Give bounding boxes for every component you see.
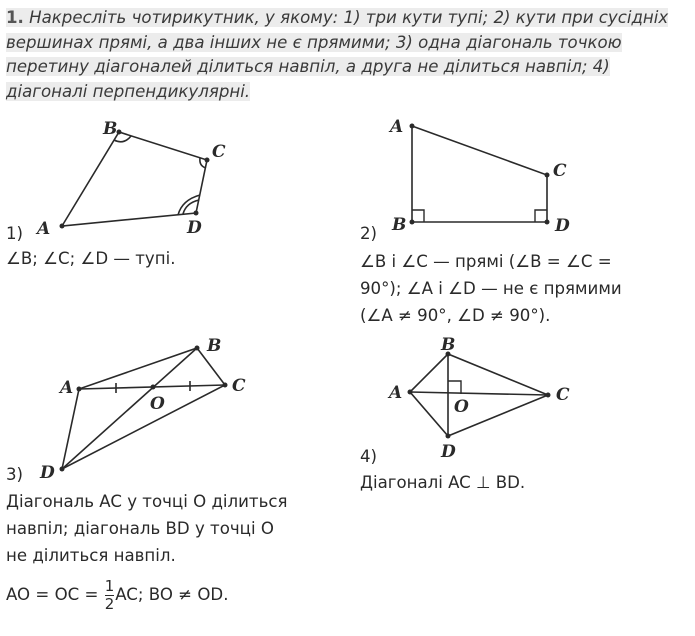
fig4-label-c: C: [556, 385, 570, 405]
fig3-point-a: [77, 387, 82, 392]
fig2-point-b: [410, 220, 415, 225]
fig3-diagonal-bd: [62, 348, 197, 469]
fig4-description: Діагоналі AC ⊥ BD.: [360, 473, 526, 492]
fig3-point-o: [151, 385, 156, 390]
fig1-label-a: A: [37, 219, 51, 239]
fig3-label-o: O: [150, 394, 165, 414]
fig1-number: 1): [6, 224, 24, 243]
fig3-label-b: B: [207, 336, 222, 356]
fig2-description-line-1: ∠B і ∠C — прямі (∠B = ∠C =: [360, 252, 612, 271]
fig3-number: 3): [6, 465, 24, 484]
fig2-label-a: A: [390, 117, 404, 137]
fig1-description: ∠B; ∠C; ∠D — тупі.: [6, 249, 176, 268]
fig3-formula-fraction: [105, 578, 115, 613]
fig2-label-d: D: [555, 216, 570, 236]
fig2-quadrilateral: [412, 126, 547, 222]
fig2-point-a: [410, 124, 415, 129]
task-number: 1.: [6, 8, 24, 27]
fig3-formula-numerator: 1: [104, 577, 115, 595]
fig3-description-line-3: не ділиться навпіл.: [6, 546, 176, 565]
fig1-point-d: [194, 211, 199, 216]
fig4-point-c: [546, 393, 551, 398]
fig1-point-c: [205, 158, 210, 163]
fig4-point-d: [446, 434, 451, 439]
fig1-label-b: B: [103, 119, 118, 139]
fig4-label-d: D: [441, 442, 456, 462]
fig3-quadrilateral: [62, 348, 225, 469]
fig2-point-c: [545, 173, 550, 178]
task-text: Накресліть чотирикутник, у якому: 1) три кути тупі; 2) кути при сусідніх вершинах прямі, а два інших не є прямими; 3) одна діагональ точкою перетину діагоналей ділиться навпіл, а друга не ділиться навпіл; 4) діагоналі перпендикулярні.: [6, 8, 669, 101]
fig4-label-b: B: [441, 335, 456, 355]
fig2-description-line-2: 90°); ∠A і ∠D — не є прямими: [360, 279, 622, 298]
fig3-description-line-1: Діагональ AC у точці O ділиться: [6, 492, 288, 511]
fig4-point-a: [408, 390, 413, 395]
fig3-point-d: [60, 467, 65, 472]
fig2-right-angle-c: [535, 210, 547, 222]
fig3-label-a: A: [60, 378, 74, 398]
fig3-formula: [6, 578, 228, 613]
fig3-formula-left: AO = OC =: [6, 585, 104, 604]
fig1-quadrilateral: [62, 132, 207, 226]
fig2-number: 2): [360, 224, 378, 243]
fig2-label-c: C: [553, 161, 567, 181]
fig2-right-angle-b: [412, 210, 424, 222]
fig3-description-line-2: навпіл; діагональ BD у точці O: [6, 519, 274, 538]
fig3-point-c: [223, 383, 228, 388]
fig1-label-d: D: [187, 218, 202, 238]
fig3-formula-right: AC; BO ≠ OD.: [115, 585, 229, 604]
fig3-point-b: [195, 346, 200, 351]
fig2-description-line-3: (∠A ≠ 90°, ∠D ≠ 90°).: [360, 306, 551, 325]
fig4-label-o: O: [454, 397, 469, 417]
fig1-point-a: [60, 224, 65, 229]
fig2-point-d: [545, 220, 550, 225]
fig4-label-a: A: [389, 383, 403, 403]
fig2-label-b: B: [392, 215, 407, 235]
fig1-label-c: C: [212, 142, 226, 162]
fig4-diagonal-ac: [410, 392, 548, 395]
fig4-right-angle: [448, 381, 461, 394]
fig3-label-d: D: [40, 463, 55, 483]
fig3-formula-denominator: 2: [104, 595, 115, 613]
fig4-number: 4): [360, 447, 378, 466]
fig3-label-c: C: [232, 376, 246, 396]
